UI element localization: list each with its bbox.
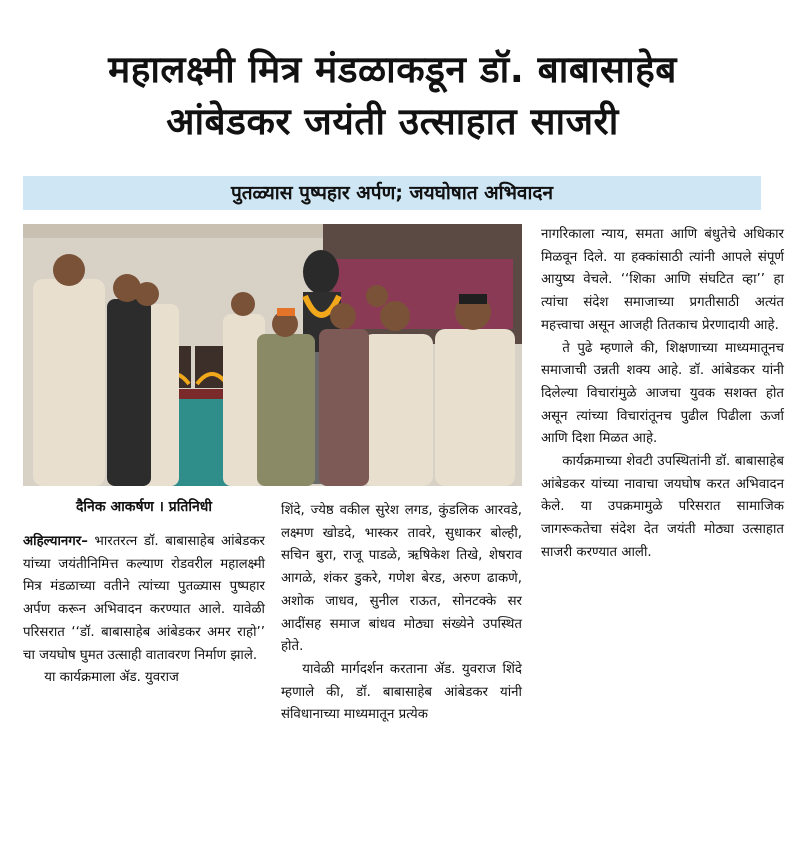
paragraph xyxy=(23,531,265,667)
event-photo xyxy=(23,224,522,486)
headline xyxy=(0,44,785,148)
headline-line-2: आंबेडकर जयंती उत्साहात साजरी xyxy=(166,100,619,143)
photo-illustration xyxy=(23,224,522,486)
byline: दैनिक आकर्षण । प्रतिनिधी xyxy=(76,499,212,515)
article-column-1 xyxy=(23,531,265,690)
paragraph: या कार्यक्रमाला ॲड. युवराज xyxy=(44,670,179,686)
article-column-3 xyxy=(541,224,784,565)
paragraph: कार्यक्रमाच्या शेवटी उपस्थितांनी डॉ. बाबासाहेब आंबेडकर यांच्या नावाचा जयघोष करत अभिवादन केले. या उपक्रमामुळे परिसरात सामाजिक जागरूकतेचा संदेश देत जयंती मोठ्या उत्साहात साजरी करण्यात आली. xyxy=(541,454,784,560)
paragraph: ते पुढे म्हणाले की, शिक्षणाच्या माध्यमातूनच समाजाची उन्नती शक्य आहे. डॉ. आंबेडकर यांनी दिलेल्या विचारांमुळे आजचा युवक सशक्त होत असून त्यांच्या विचारांतूनच पुढील पिढीला ऊर्जा आणि दिशा मिळत आहे. xyxy=(541,340,784,447)
paragraph: शिंदे, ज्येष्ठ वकील सुरेश लगड, कुंडलिक आरवडे, लक्ष्मण खोडदे, भास्कर तावरे, सुधाकर बोल्ही, सचिन बुरा, राजू पाडळे, ऋषिकेश तिखे, शेषराव आगळे, शंकर डुकरे, गणेश बेरड, अरुण ढाकणे, अशोक जाधव, सुनील राऊत, सोनटक्के सर आदींसह समाज बांधव मोठ्या संख्येने उपस्थित होते. xyxy=(281,503,522,655)
paragraph: नागरिकाला न्याय, समता आणि बंधुतेचे अधिकार मिळवून दिले. या हक्कांसाठी त्यांनी आपले संपूर्ण आयुष्य वेचले. ‘‘शिका आणि संघटित व्हा’’ हा त्यांचा संदेश समाजाच्या प्रगतीसाठी अत्यंत महत्त्वाचा असून आजही तितकाच प्रेरणादायी आहे. xyxy=(541,227,784,333)
headline-line-1: महालक्ष्मी मित्र मंडळाकडून डॉ. बाबासाहेब xyxy=(108,48,677,91)
subheadline: पुतळ्यास पुष्पहार अर्पण; जयघोषात अभिवादन xyxy=(23,176,761,210)
paragraph: यावेळी मार्गदर्शन करताना ॲड. युवराज शिंदे म्हणाले की, डॉ. बाबासाहेब आंबेडकर यांनी संविधानाच्या माध्यमातून प्रत्येक xyxy=(281,661,522,723)
article-column-2 xyxy=(281,500,522,727)
dateline: अहिल्यानगर– xyxy=(23,534,88,549)
paragraph-text: भारतरत्न डॉ. बाबासाहेब आंबेडकर यांच्या जयंतीनिमित्त कल्याण रोडवरील महालक्ष्मी मित्र मंडळाच्या वतीने त्यांच्या पुतळ्यास पुष्पहार अर्पण करून अभिवादन करण्यात आले. यावेळी परिसरात ‘‘डॉ. बाबासाहेब आंबेडकर अमर राहो’’ चा जयघोष घुमत उत्साही वातावरण निर्माण झाले. xyxy=(23,534,265,663)
